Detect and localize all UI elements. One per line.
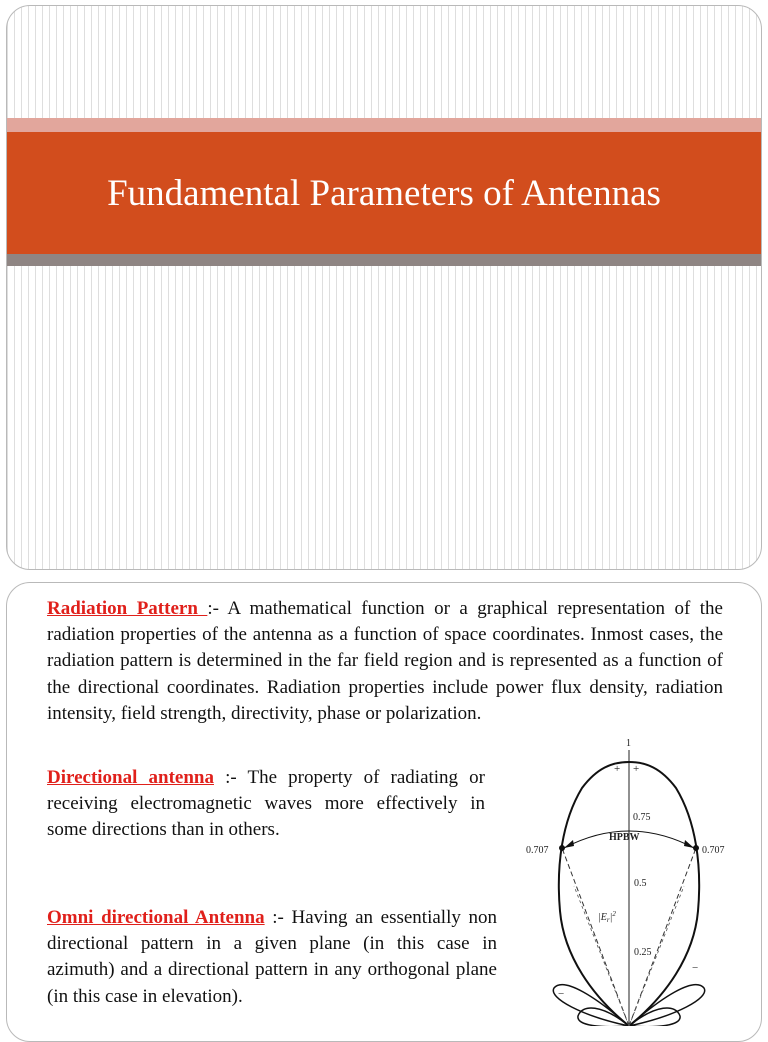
minus-sign-right: − bbox=[692, 962, 699, 974]
half-power-line-left-2 bbox=[574, 886, 629, 1026]
radiation-pattern-paragraph bbox=[47, 596, 723, 727]
half-power-point-right bbox=[693, 845, 699, 851]
label-025: 0.25 bbox=[634, 947, 652, 958]
label-075: 0.75 bbox=[633, 812, 651, 823]
side-lobe-left-1 bbox=[553, 985, 629, 1026]
hpbw-arrow-left bbox=[564, 840, 574, 848]
side-lobe-right-2 bbox=[629, 1008, 680, 1026]
omni-directional-term: Omni directional Antenna bbox=[47, 907, 265, 928]
content-slide bbox=[6, 582, 762, 1042]
directional-antenna-paragraph bbox=[47, 765, 485, 844]
label-05: 0.5 bbox=[634, 878, 647, 889]
label-0707-right: 0.707 bbox=[702, 845, 725, 856]
slide-title: Fundamental Parameters of Antennas bbox=[107, 172, 661, 214]
title-slide bbox=[6, 5, 762, 570]
side-lobe-left-2 bbox=[578, 1008, 629, 1026]
radiation-pattern-term: Radiation Pattern bbox=[47, 598, 208, 619]
half-power-point-left bbox=[559, 845, 565, 851]
label-0707-left: 0.707 bbox=[526, 845, 549, 856]
radiation-pattern-definition: :- A mathematical function or a graphical representation of the radiation properties of the antenna as a function of space coordinates. Inmost cases, the radiation pattern is determined in the far field region and is represented as a function of the directional coordinates. Radiation properties include power flux density, radiation intensity, field strength, directivity, phase or polarization. bbox=[47, 598, 723, 724]
title-band-top-stripe bbox=[7, 118, 761, 132]
minus-sign-left: − bbox=[558, 988, 565, 1000]
directional-antenna-term: Directional antenna bbox=[47, 767, 214, 788]
radiation-pattern-diagram bbox=[512, 736, 752, 1026]
hpbw-arrow-right bbox=[684, 840, 694, 848]
label-er-squared: $|E_r|^2$ bbox=[598, 910, 616, 924]
label-max: 1 bbox=[626, 738, 631, 749]
omni-directional-definition: :- Having an essentially non directional pattern in a given plane (in this case in azimuth) and a directional pattern in any orthogonal plane (in this case in elevation). bbox=[47, 907, 497, 1007]
label-hpbw: HPBW bbox=[609, 832, 640, 843]
title-band-bottom-stripe bbox=[7, 254, 761, 266]
omni-directional-paragraph bbox=[47, 905, 497, 1010]
title-band bbox=[7, 132, 761, 254]
plus-sign-left: + bbox=[614, 763, 621, 775]
side-lobe-right-1 bbox=[629, 985, 705, 1026]
directional-antenna-definition: :- The property of radiating or receiving electromagnetic waves more effectively in some directions than in others. bbox=[47, 767, 485, 841]
plus-sign-right: + bbox=[633, 763, 640, 775]
